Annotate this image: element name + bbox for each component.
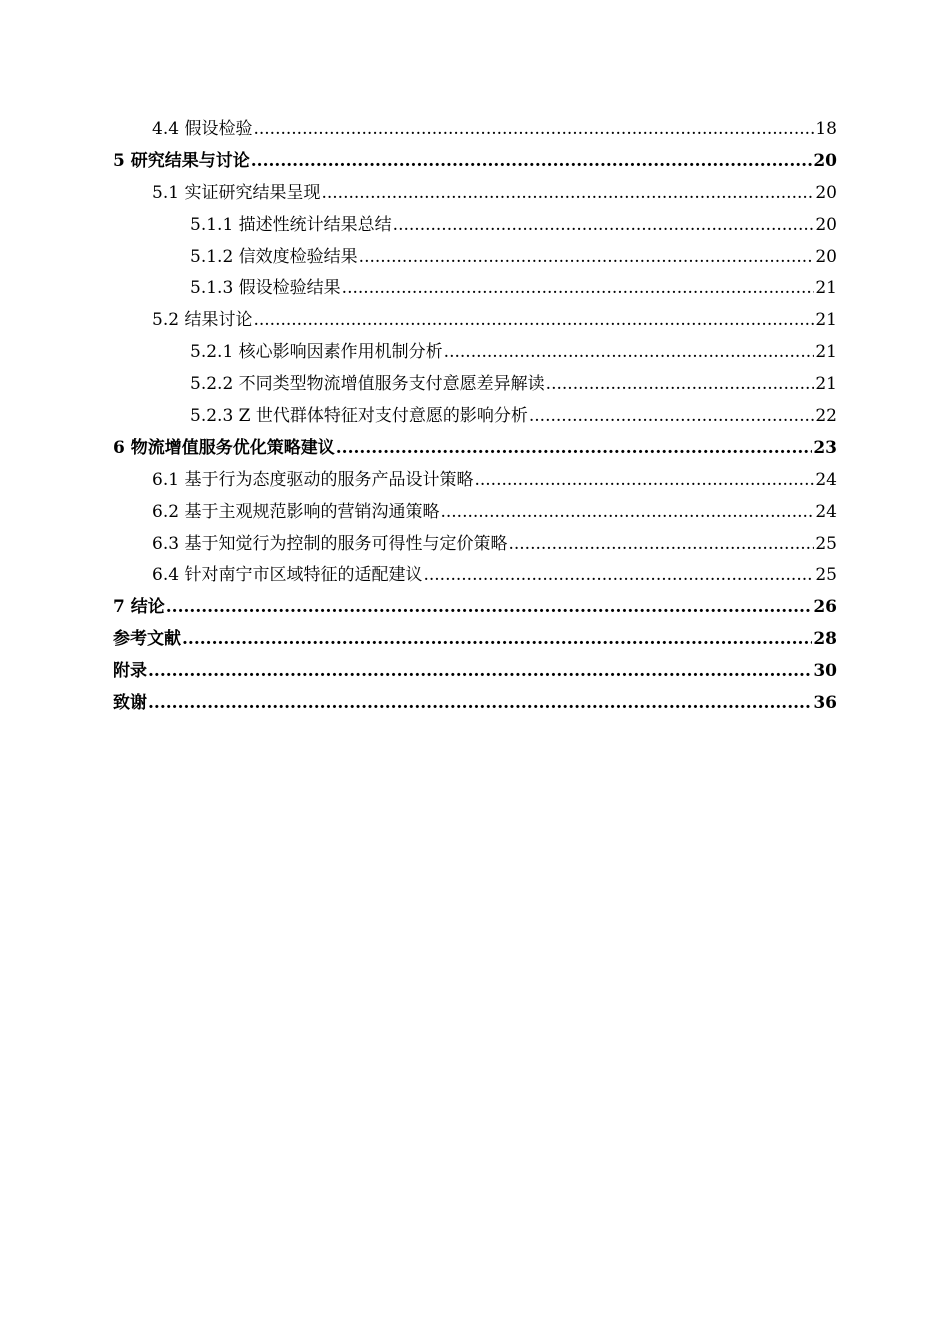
table-of-contents: [113, 114, 837, 720]
toc-entry-title: 6.1 基于行为态度驱动的服务产品设计策略: [152, 469, 474, 490]
toc-leader-dots: [474, 465, 814, 497]
toc-entry-page: 21: [815, 278, 837, 299]
toc-entry-page: 21: [815, 374, 837, 395]
toc-entry-page: 26: [813, 597, 837, 618]
toc-entry-page: 21: [815, 310, 837, 331]
toc-entry-page: 25: [815, 533, 837, 554]
toc-entry[interactable]: [113, 688, 837, 720]
toc-leader-dots: [251, 146, 813, 178]
toc-entry[interactable]: [113, 337, 837, 369]
toc-entry-page: 28: [813, 629, 837, 650]
toc-entry-title: 6.2 基于主观规范影响的营销沟通策略: [152, 501, 440, 522]
toc-entry[interactable]: [113, 529, 837, 561]
toc-entry-title: 5.2.2 不同类型物流增值服务支付意愿差异解读: [190, 374, 545, 395]
toc-entry-page: 20: [815, 182, 837, 203]
toc-leader-dots: [508, 529, 814, 561]
toc-entry-title: 参考文献: [113, 629, 181, 650]
toc-entry[interactable]: [113, 146, 837, 178]
toc-entry[interactable]: [113, 656, 837, 688]
toc-entry-page: 24: [815, 469, 837, 490]
toc-leader-dots: [253, 305, 814, 337]
toc-entry[interactable]: [113, 178, 837, 210]
toc-entry-title: 7 结论: [113, 597, 165, 618]
toc-leader-dots: [148, 688, 812, 720]
toc-entry-page: 23: [813, 437, 837, 458]
toc-entry[interactable]: [113, 369, 837, 401]
toc-entry-title: 6.3 基于知觉行为控制的服务可得性与定价策略: [152, 533, 508, 554]
toc-entry[interactable]: [113, 273, 837, 305]
toc-entry[interactable]: [113, 210, 837, 242]
toc-entry-title: 附录: [113, 661, 147, 682]
toc-entry[interactable]: [113, 497, 837, 529]
toc-leader-dots: [342, 273, 815, 305]
toc-leader-dots: [423, 560, 814, 592]
toc-leader-dots: [393, 210, 815, 242]
toc-leader-dots: [359, 242, 815, 274]
toc-leader-dots: [148, 656, 812, 688]
toc-leader-dots: [182, 624, 812, 656]
toc-leader-dots: [336, 433, 813, 465]
toc-entry-page: 21: [815, 342, 837, 363]
toc-entry[interactable]: [113, 592, 837, 624]
toc-entry-title: 5.1.2 信效度检验结果: [190, 246, 358, 267]
toc-leader-dots: [253, 114, 814, 146]
toc-entry-title: 5.2 结果讨论: [152, 310, 253, 331]
toc-entry-title: 4.4 假设检验: [152, 119, 253, 139]
toc-entry[interactable]: [113, 465, 837, 497]
toc-entry[interactable]: [113, 114, 837, 146]
toc-entry-title: 6 物流增值服务优化策略建议: [113, 437, 335, 458]
toc-entry-title: 5.2.3 Z 世代群体特征对支付意愿的影响分析: [190, 406, 528, 427]
toc-entry-title: 5.2.1 核心影响因素作用机制分析: [190, 342, 443, 363]
toc-entry[interactable]: [113, 305, 837, 337]
toc-entry-title: 致谢: [113, 693, 147, 714]
toc-leader-dots: [440, 497, 814, 529]
toc-entry-page: 36: [813, 693, 837, 714]
toc-entry[interactable]: [113, 401, 837, 433]
toc-entry-page: 18: [815, 119, 837, 139]
toc-entry-page: 25: [815, 565, 837, 586]
toc-entry-page: 20: [815, 246, 837, 267]
toc-entry-page: 22: [815, 406, 837, 427]
toc-leader-dots: [529, 401, 814, 433]
toc-entry-page: 20: [815, 214, 837, 235]
toc-entry[interactable]: [113, 242, 837, 274]
toc-leader-dots: [166, 592, 813, 624]
toc-entry[interactable]: [113, 560, 837, 592]
toc-entry-title: 5.1.3 假设检验结果: [190, 278, 341, 299]
toc-entry-page: 30: [813, 661, 837, 682]
toc-entry-title: 5 研究结果与讨论: [113, 150, 250, 171]
toc-leader-dots: [321, 178, 814, 210]
toc-entry-title: 5.1.1 描述性统计结果总结: [190, 214, 392, 235]
toc-entry[interactable]: [113, 624, 837, 656]
toc-entry-page: 24: [815, 501, 837, 522]
toc-entry-page: 20: [813, 150, 837, 171]
toc-leader-dots: [546, 369, 815, 401]
toc-entry[interactable]: [113, 433, 837, 465]
toc-entry-title: 6.4 针对南宁市区域特征的适配建议: [152, 565, 423, 586]
toc-leader-dots: [444, 337, 815, 369]
toc-entry-title: 5.1 实证研究结果呈现: [152, 182, 321, 203]
